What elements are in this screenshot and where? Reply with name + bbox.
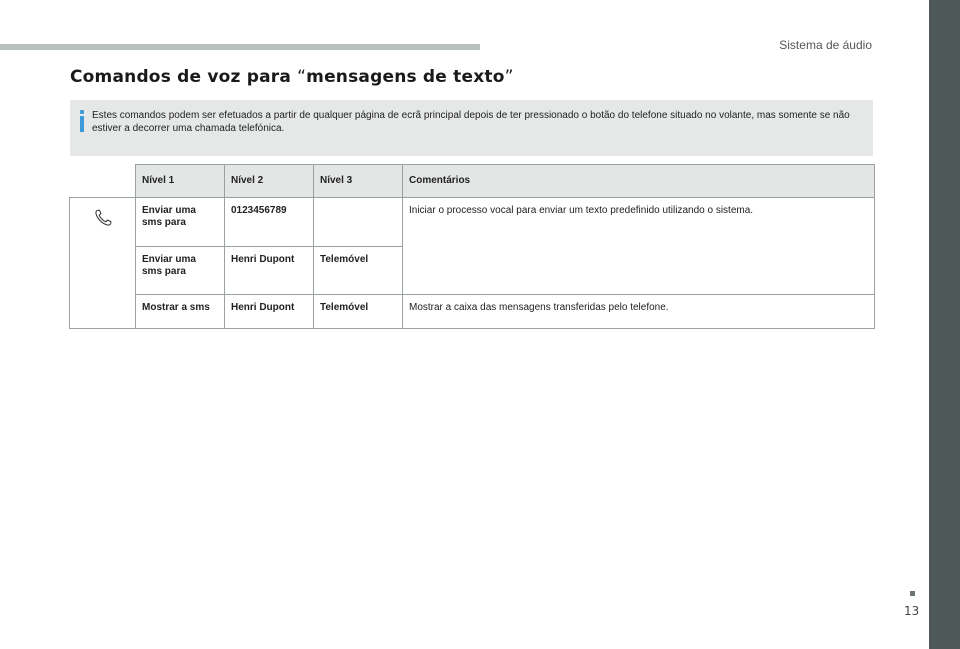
voice-commands-table	[69, 164, 875, 329]
row3-comment: Mostrar a caixa das mensagens transferidas pelo telefone.	[403, 295, 875, 329]
info-box	[70, 100, 873, 156]
phone-icon-cell	[70, 198, 136, 329]
table-header-level3: Nível 3	[314, 165, 403, 198]
table-header-blank	[70, 165, 136, 198]
page-heading	[70, 67, 514, 87]
header-rule	[0, 44, 480, 50]
heading-prefix: Comandos de voz para	[70, 67, 298, 87]
row3-level1: Mostrar a sms	[136, 295, 225, 329]
table-row	[70, 198, 875, 247]
table-header-row	[70, 165, 875, 198]
row1-level3	[314, 198, 403, 247]
table-row	[70, 295, 875, 329]
row2-level1: Enviar uma sms para	[136, 246, 225, 295]
table-header-level2: Nível 2	[225, 165, 314, 198]
info-icon	[78, 110, 86, 134]
table-header-level1: Nível 1	[136, 165, 225, 198]
section-title: Sistema de áudio	[779, 38, 872, 52]
page-number: 13	[904, 604, 920, 618]
phone-icon	[92, 207, 114, 233]
row2-level3: Telemóvel	[314, 246, 403, 295]
row1-level1: Enviar uma sms para	[136, 198, 225, 247]
row2-level2: Henri Dupont	[225, 246, 314, 295]
heading-quoted-text: mensagens de texto	[306, 67, 505, 87]
row3-level3: Telemóvel	[314, 295, 403, 329]
row3-level2: Henri Dupont	[225, 295, 314, 329]
heading-open-quote: “	[297, 67, 307, 87]
side-band	[929, 0, 960, 649]
row1-comment: Iniciar o processo vocal para enviar um texto predefinido utilizando o sistema.	[403, 198, 875, 295]
row1-level2: 0123456789	[225, 198, 314, 247]
heading-close-quote: ”	[504, 67, 514, 87]
page-marker	[910, 591, 915, 596]
info-text: Estes comandos podem ser efetuados a partir de qualquer página de ecrã principal depois de ter pressionado o botão do telefone situado no volante, mas somente se não estiver a decorrer uma chamada telefónica.	[92, 110, 850, 134]
table-header-comments: Comentários	[403, 165, 875, 198]
